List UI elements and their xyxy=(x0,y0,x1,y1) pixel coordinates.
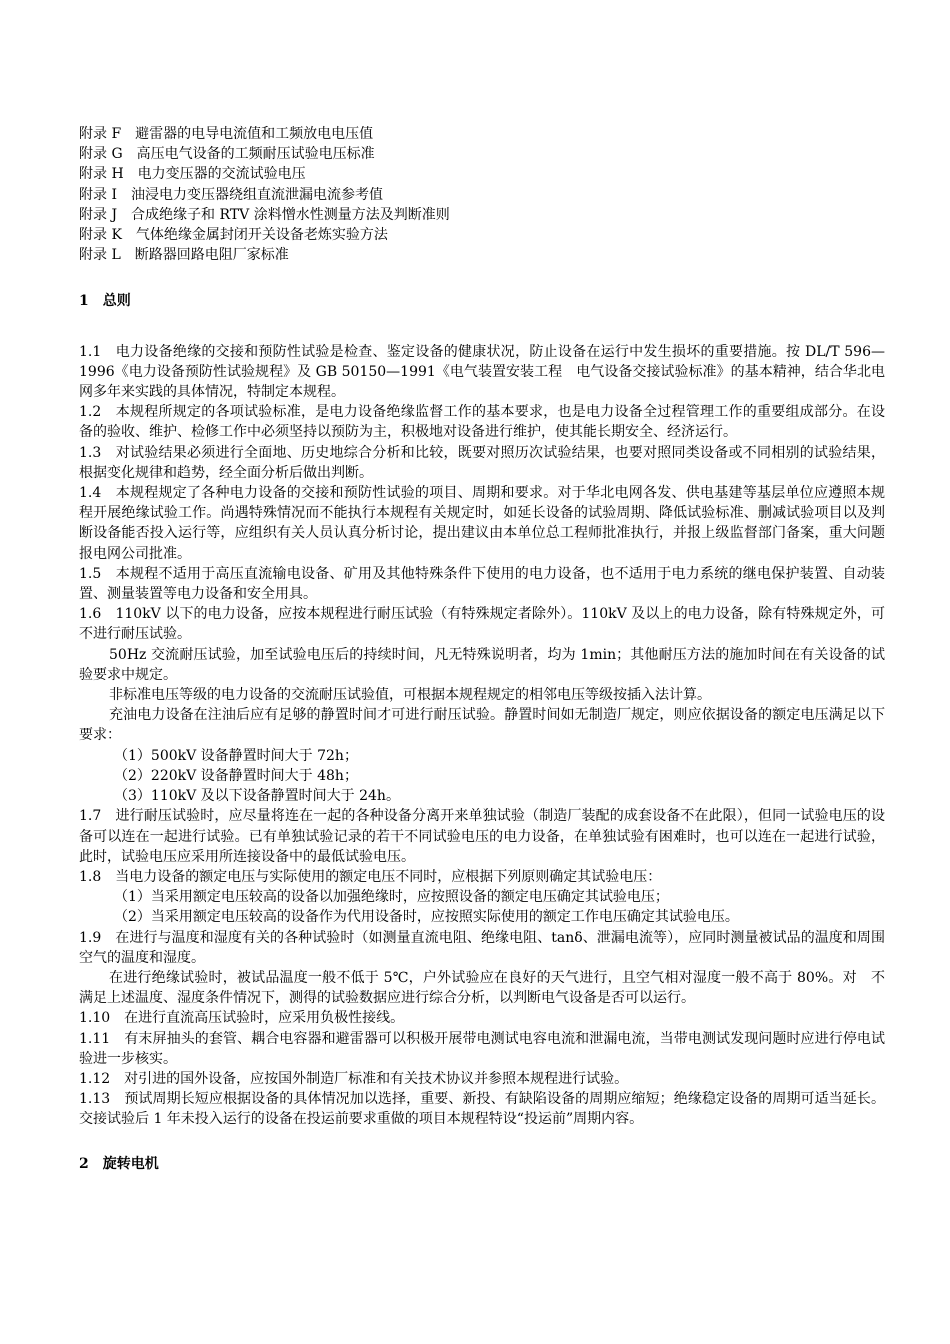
clause-1-5: 1.5 本规程不适用于高压直流输电设备、矿用及其他特殊条件下使用的电力设备，也不适用于电力系统的继电保护装置、自动装置、测量装置等电力设备和安全用具。 xyxy=(79,565,885,603)
clause-1-4: 1.4 本规程规定了各种电力设备的交接和预防性试验的项目、周期和要求。对于华北电网各发、供电基建等基层单位应遵照本规程开展绝缘试验工作。尚遇特殊情况而不能执行本规程有关规定时，如延长设备的试验周期、降低试验标准、删减试验项目以及判断设备能否投入运行等，应组织有关人员认真分析讨论，提出建议由本单位总工程师批准执行，并报上级监督部门备案，重大问题报电网公司批准。 xyxy=(79,485,885,562)
clause-1-1: 1.1 电力设备绝缘的交接和预防性试验是检查、鉴定设备的健康状况，防止设备在运行中发生损坏的重要措施。按 DL/T 596—1996《电力设备预防性试验规程》及 GB 50150—1991《电气装置安装工程 电气设备交接试验标准》的基本精神，结合华北电网多年来实践的具体情况，特制定本规程。 xyxy=(79,343,885,401)
appendix-item-i: 附录 I 油浸电力变压器绕组直流泄漏电流参考值 xyxy=(79,186,383,203)
section-1-body xyxy=(79,342,885,1130)
appendix-item-h: 附录 H 电力变压器的交流试验电压 xyxy=(79,166,306,183)
appendix-item-g: 附录 G 高压电气设备的工频耐压试验电压标准 xyxy=(79,146,375,163)
section-2-heading: 2 旋转电机 xyxy=(79,1155,159,1172)
appendix-item-f: 附录 F 避雷器的电导电流值和工频放电电压值 xyxy=(79,126,374,142)
clause-1-9: 1.9 在进行与温度和湿度有关的各种试验时（如测量直流电阻、绝缘电阻、tanδ、泄漏电流等），应同时测量被试品的温度和周围空气的温度和湿度。 xyxy=(79,929,885,966)
clause-1-9-paragraph-a: 在进行绝缘试验时，被试品温度一般不低于 5℃，户外试验应在良好的天气进行，且空气相对湿度一般不高于 80%。对 不满足上述温度、湿度条件情况下，测得的试验数据应进行综合分析，以判断电气设备是否可以运行。 xyxy=(79,969,885,1007)
appendix-item-l: 附录 L 断路器回路电阻厂家标准 xyxy=(79,247,289,264)
document-page xyxy=(79,124,885,1174)
clause-1-6-item-1: （1）500kV 设备静置时间大于 72h； xyxy=(114,747,358,764)
clause-1-7: 1.7 进行耐压试验时，应尽量将连在一起的各种设备分离开来单独试验（制造厂装配的成套设备不在此限），但同一试验电压的设备可以连在一起进行试验。已有单独试验记录的若干不同试验电压的电力设备，在单独试验有困难时，也可以连在一起进行试验，此时，试验电压应采用所连接设备中的最低试验电压。 xyxy=(79,808,885,865)
clause-1-3: 1.3 对试验结果必须进行全面地、历史地综合分析和比较，既要对照历次试验结果，也要对照同类设备或不同相别的试验结果，根据变化规律和趋势，经全面分析后做出判断。 xyxy=(79,444,885,481)
clause-1-8-item-2: （2）当采用额定电压较高的设备作为代用设备时，应按照实际使用的额定工作电压确定其试验电压。 xyxy=(114,909,739,926)
appendix-item-j: 附录 J 合成绝缘子和 RTV 涂料憎水性测量方法及判断准则 xyxy=(79,206,450,223)
clause-1-11: 1.11 有末屏抽头的套管、耦合电容器和避雷器可以积极开展带电测试电容电流和泄漏电流，当带电测试发现问题时应进行停电试验进一步核实。 xyxy=(79,1030,885,1067)
clause-1-8: 1.8 当电力设备的额定电压与实际使用的额定电压不同时，应根据下列原则确定其试验电压： xyxy=(79,868,662,885)
section-1-heading: 1 总则 xyxy=(79,293,131,310)
clause-1-12: 1.12 对引进的国外设备，应按国外制造厂标准和有关技术协议并参照本规程进行试验。 xyxy=(79,1070,629,1087)
clause-1-6-paragraph-a: 50Hz 交流耐压试验，加至试验电压后的持续时间，凡无特殊说明者，均为 1min；其他耐压方法的施加时间在有关设备的试验要求中规定。 xyxy=(79,646,885,683)
clause-1-6-paragraph-b: 非标准电压等级的电力设备的交流耐压试验值，可根据本规程规定的相邻电压等级按插入法计算。 xyxy=(109,687,711,704)
clause-1-6-item-3: （3）110kV 及以下设备静置时间大于 24h。 xyxy=(114,788,400,805)
appendix-list xyxy=(79,124,885,265)
clause-1-2: 1.2 本规程所规定的各项试验标准，是电力设备绝缘监督工作的基本要求，也是电力设备全过程管理工作的重要组成部分。在设备的验收、维护、检修工作中必须坚持以预防为主，积极地对设备进行维护，使其能长期安全、经济运行。 xyxy=(79,404,885,441)
clause-1-6-item-2: （2）220kV 设备静置时间大于 48h； xyxy=(114,767,358,784)
clause-1-10: 1.10 在进行直流高压试验时，应采用负极性接线。 xyxy=(79,1010,405,1027)
clause-1-6-paragraph-c: 充油电力设备在注油后应有足够的静置时间才可进行耐压试验。静置时间如无制造厂规定，则应依据设备的额定电压满足以下要求： xyxy=(79,707,885,744)
clause-1-8-item-1: （1）当采用额定电压较高的设备以加强绝缘时，应按照设备的额定电压确定其试验电压； xyxy=(114,889,669,906)
appendix-item-k: 附录 K 气体绝缘金属封闭开关设备老炼实验方法 xyxy=(79,227,388,244)
clause-1-6: 1.6 110kV 以下的电力设备，应按本规程进行耐压试验（有特殊规定者除外）。110kV 及以上的电力设备，除有特殊规定外，可不进行耐压试验。 xyxy=(79,606,885,643)
clause-1-13: 1.13 预试周期长短应根据设备的具体情况加以选择，重要、新投、有缺陷设备的周期应缩短；绝缘稳定设备的周期可适当延长。交接试验后 1 年未投入运行的设备在投运前要求重做的项目本规程特设“投运前”周期内容。 xyxy=(79,1091,885,1128)
